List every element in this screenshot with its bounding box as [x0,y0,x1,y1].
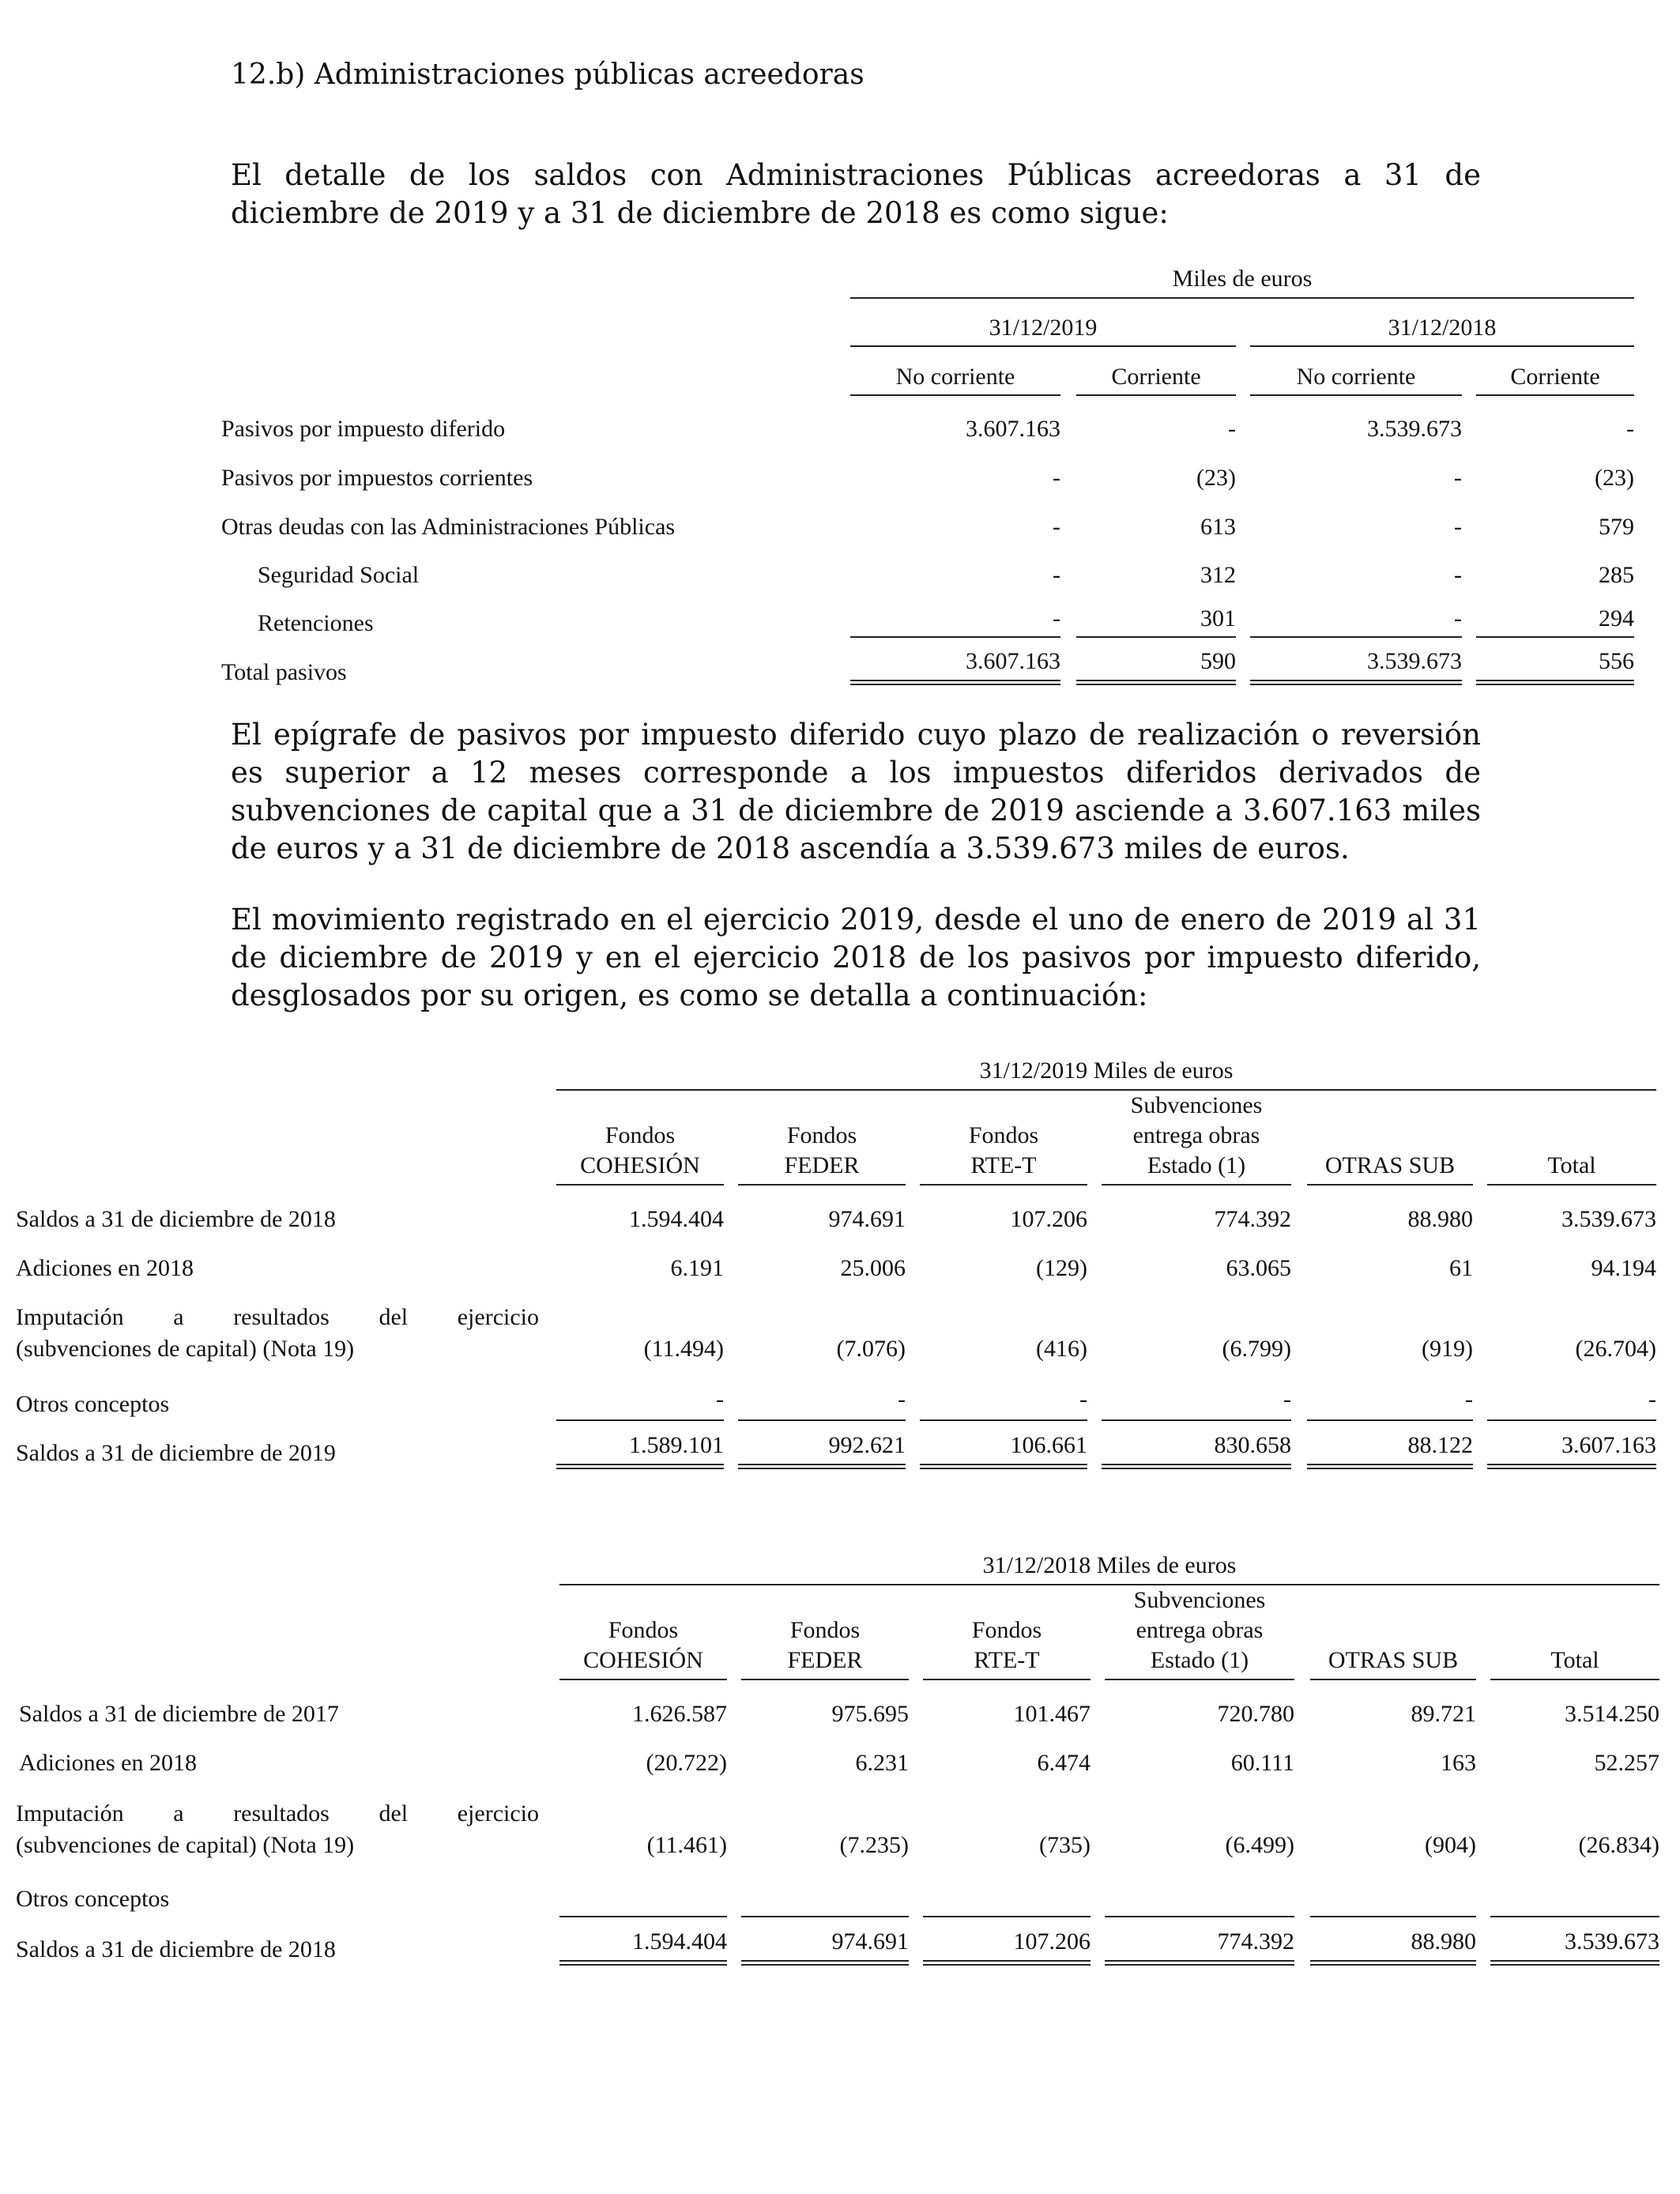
row-label: Otras deudas con las Administraciones Públicas [221,514,676,540]
cell: (919) [1422,1336,1473,1362]
cell: 285 [1599,562,1634,588]
cell: 579 [1599,514,1634,540]
cell: 88.980 [1407,1206,1473,1232]
cell: 101.467 [1013,1701,1090,1727]
subheader-current-2019: Corriente [1111,364,1201,390]
cell: (6.799) [1222,1336,1291,1362]
cell: 6.231 [855,1750,909,1776]
cell-total: 590 [1200,648,1236,674]
row-label: Adiciones en 2018 [19,1750,197,1776]
cell: 107.206 [1010,1206,1087,1232]
row-label: Otros conceptos [16,1391,170,1417]
row-label: Otros conceptos [16,1886,170,1912]
row-label-total: Saldos a 31 de diciembre de 2018 [16,1936,336,1962]
cell: - [1454,514,1462,540]
cell: - [1626,416,1634,442]
col-header: Fondos RTE-T [971,1617,1042,1673]
cell: 3.539.673 [1367,416,1462,442]
cell: 1.594.404 [629,1206,724,1232]
cell: 163 [1441,1750,1476,1776]
row-label: Pasivos por impuesto diferido [221,416,506,442]
cell: 60.111 [1230,1750,1294,1776]
unit-header: Miles de euros [1172,266,1313,292]
col-header: OTRAS SUB [1328,1647,1459,1673]
cell: (6.499) [1225,1832,1294,1858]
row-label-line1: Imputación a resultados del ejercicio [16,1800,539,1826]
cell-total: 992.621 [828,1432,906,1458]
cell: (26.834) [1578,1832,1659,1858]
subheader-noncurrent-2019: No corriente [895,364,1015,390]
cell: - [1053,514,1060,540]
cell: 312 [1200,562,1236,588]
cell: - [1079,1386,1087,1412]
row-label: Saldos a 31 de diciembre de 2018 [16,1206,336,1232]
cell: - [1053,562,1060,588]
cell: - [716,1386,724,1412]
row-label: Pasivos por impuestos corrientes [221,465,533,491]
cell: - [1053,605,1060,631]
cell: 720.780 [1217,1701,1294,1727]
row-label: Seguridad Social [258,562,420,588]
col-header: Total [1550,1647,1599,1673]
row-label: Saldos a 31 de diciembre de 2017 [19,1701,339,1727]
cell: - [1648,1386,1656,1412]
cell-total: 3.539.673 [1565,1928,1659,1955]
cell: 89.721 [1411,1701,1476,1727]
col-header: Subvenciones entrega obras Estado (1) [1130,1092,1263,1178]
col-header: Fondos FEDER [787,1617,863,1673]
cell: 301 [1200,605,1236,631]
cell-total: 3.607.163 [966,648,1060,674]
cell: 6.474 [1037,1750,1090,1776]
col-header: Total [1547,1152,1596,1178]
cell: (11.494) [643,1336,724,1362]
cell: 63.065 [1226,1255,1291,1281]
cell: 613 [1200,514,1236,540]
table-title: 31/12/2019 Miles de euros [979,1057,1234,1084]
movement-paragraph: El movimiento registrado en el ejercicio 2019, desde el uno de enero de 2019 al 31 de diciembre de 2019 y en el ejercicio 2018 de los pasivos por impuesto diferido, desglosados por su origen, es como se detalla a continuación: [231,903,1481,1012]
intro-paragraph: El detalle de los saldos con Administraciones Públicas acreedoras a 31 de diciembre de 2019 y a 31 de diciembre de 2018 es como sigue: [231,158,1481,230]
cell: (23) [1595,465,1634,491]
cell-total: 107.206 [1013,1928,1090,1955]
cell: 6.191 [670,1255,724,1281]
cell-total: 1.594.404 [632,1928,727,1955]
cell-total: 3.539.673 [1367,648,1462,674]
cell: - [1454,562,1462,588]
col-header: Fondos FEDER [784,1122,860,1178]
col-header: Fondos RTE-T [968,1122,1039,1178]
cell: 1.626.587 [632,1701,727,1727]
cell: 3.514.250 [1565,1701,1659,1727]
cell-total: 106.661 [1010,1432,1087,1458]
cell: - [1465,1386,1473,1412]
cell-total: 88.122 [1407,1432,1473,1458]
cell: (23) [1196,465,1236,491]
cell-total: 3.607.163 [1561,1432,1656,1458]
row-label-total: Total pasivos [221,659,347,685]
section-heading: 12.b) Administraciones públicas acreedoras [231,58,864,91]
row-label-line1: Imputación a resultados del ejercicio [16,1304,539,1330]
cell: - [1228,416,1236,442]
cell: - [1454,605,1462,631]
col-header: OTRAS SUB [1324,1152,1456,1178]
cell-total: 88.980 [1411,1928,1476,1955]
col-header: Fondos COHESIÓN [583,1617,703,1673]
deferred-tax-paragraph: El epígrafe de pasivos por impuesto diferido cuyo plazo de realización o reversión es superior a 12 meses corresponde a los impuestos diferidos derivados de subvenciones de capital que a 31 de diciembre de 2019 asciende a 3.607.163 miles de euros y a 31 de diciembre de 2018 ascendía a 3.539.673 miles de euros. [231,718,1481,865]
cell-total: 774.392 [1217,1928,1294,1955]
subheader-current-2018: Corriente [1510,364,1600,390]
subheader-noncurrent-2018: No corriente [1296,364,1416,390]
cell: 3.539.673 [1561,1206,1656,1232]
col-header: Fondos COHESIÓN [580,1122,700,1178]
cell: - [1053,465,1060,491]
cell: (735) [1039,1832,1090,1858]
cell: (26.704) [1575,1336,1656,1362]
row-label-line2: (subvenciones de capital) (Nota 19) [16,1832,355,1858]
cell: (129) [1036,1255,1087,1281]
cell-total: 556 [1599,648,1634,674]
cell: (20.722) [646,1750,727,1776]
cell: 774.392 [1214,1206,1291,1232]
cell-total: 974.691 [831,1928,909,1955]
cell: (11.461) [646,1832,727,1858]
cell: 94.194 [1591,1255,1656,1281]
cell: 61 [1449,1255,1473,1281]
cell: (7.235) [839,1832,909,1858]
cell: - [1454,465,1462,491]
row-label-line2: (subvenciones de capital) (Nota 19) [16,1336,355,1362]
row-label-total: Saldos a 31 de diciembre de 2019 [16,1440,336,1466]
cell: - [898,1386,906,1412]
cell: 975.695 [831,1701,909,1727]
cell-total: 830.658 [1214,1432,1291,1458]
period-header-2018: 31/12/2018 [1388,315,1497,341]
table-title: 31/12/2018 Miles de euros [982,1552,1237,1578]
row-label: Adiciones en 2018 [16,1255,194,1281]
cell: 3.607.163 [966,416,1060,442]
cell: 974.691 [828,1206,906,1232]
cell: 52.257 [1594,1750,1659,1776]
cell: (904) [1425,1832,1476,1858]
cell: 25.006 [840,1255,906,1281]
cell: (416) [1036,1336,1087,1362]
row-label: Retenciones [258,610,374,636]
cell-total: 1.589.101 [629,1432,724,1458]
col-header: Subvenciones entrega obras Estado (1) [1133,1587,1266,1673]
cell: 294 [1599,605,1634,631]
period-header-2019: 31/12/2019 [989,315,1098,341]
cell: (7.076) [836,1336,906,1362]
cell: - [1283,1386,1291,1412]
